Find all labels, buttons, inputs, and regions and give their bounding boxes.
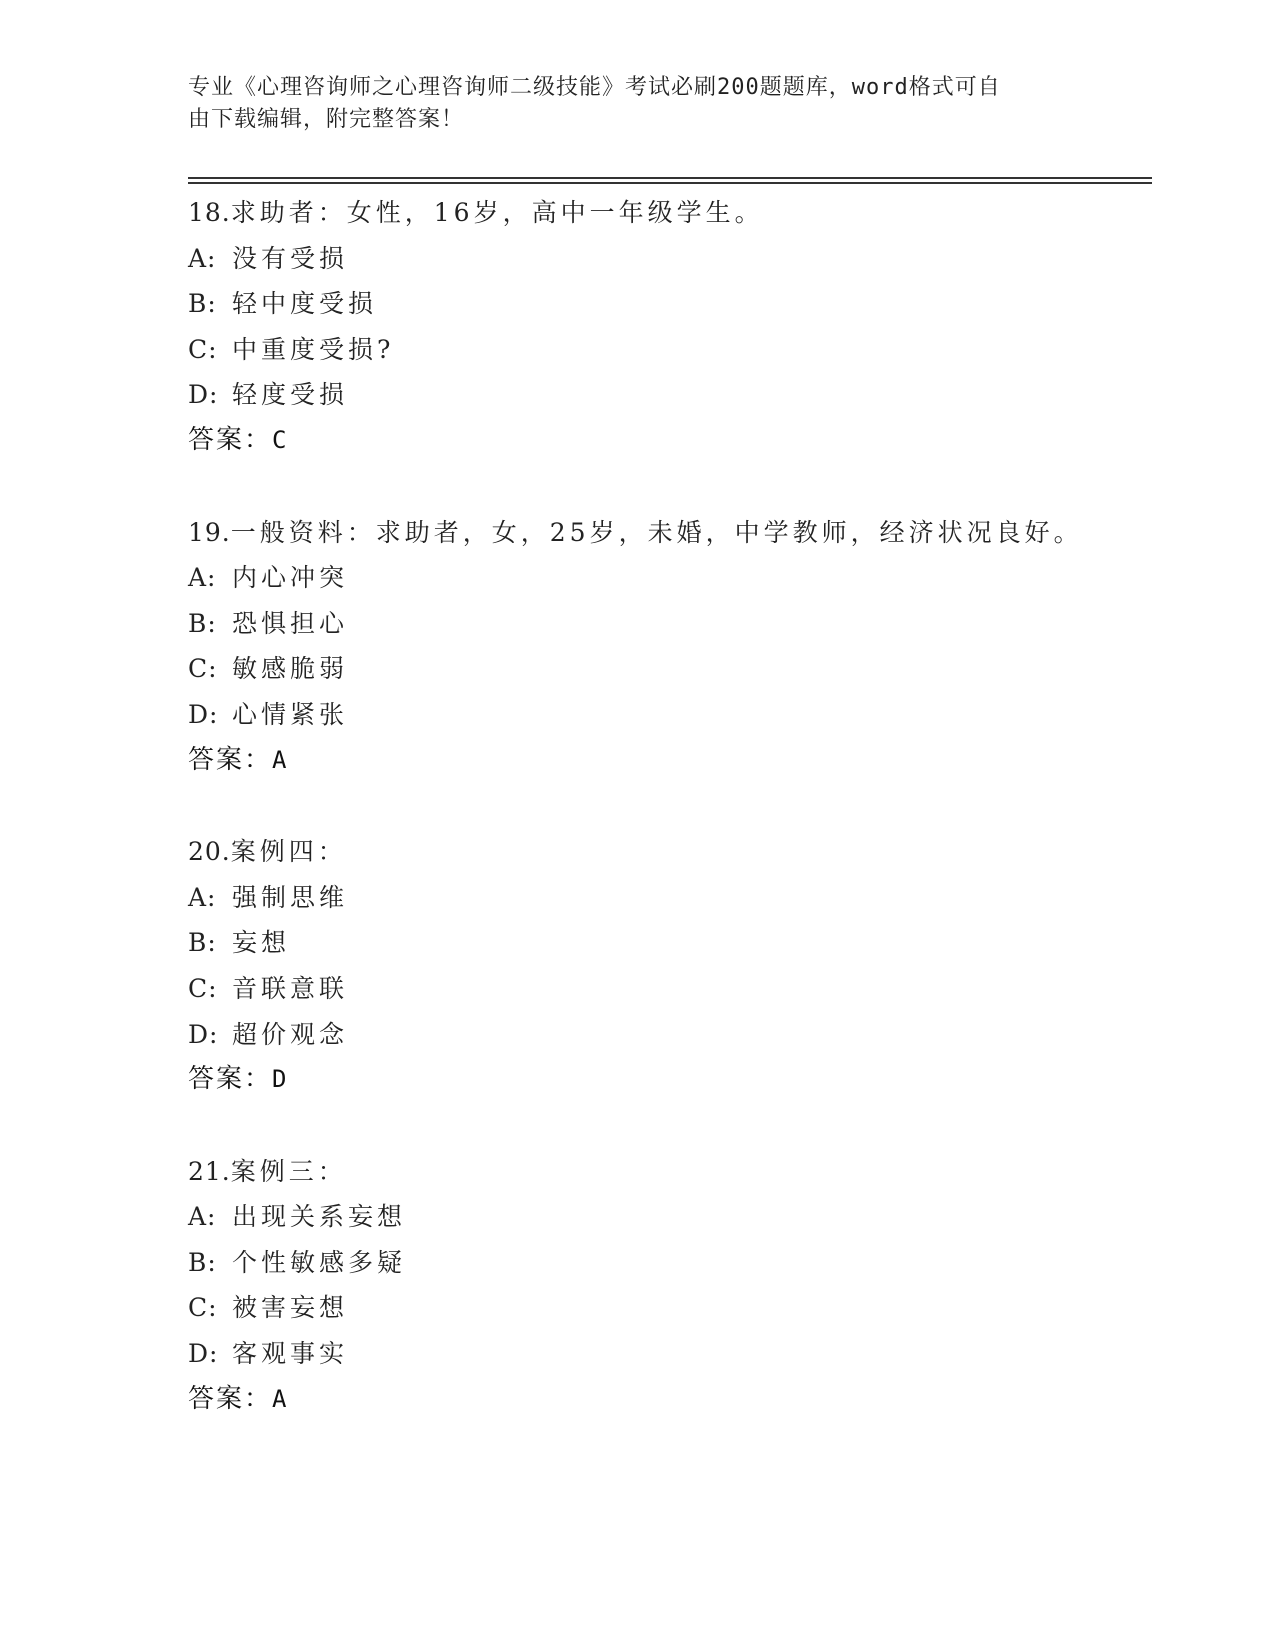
question-text: 一般资料：求助者，女，25岁，未婚，中学教师，经济状况良好。: [230, 517, 1083, 547]
answer-value: D: [272, 1065, 289, 1094]
question-number: 21.: [188, 1156, 231, 1186]
option-text: 被害妄想: [232, 1293, 349, 1323]
answer-label: 答案：: [188, 1064, 273, 1095]
option-letter: A:: [188, 1202, 217, 1232]
option-letter: C:: [188, 1293, 218, 1323]
header-line-2: 由下载编辑，附完整答案！: [188, 107, 465, 132]
option-text: 内心冲突: [232, 563, 349, 593]
document-header: [188, 72, 1088, 136]
option-a: [188, 555, 1152, 601]
answer-value: A: [272, 745, 289, 774]
option-letter: A:: [188, 882, 217, 912]
option-c: [188, 327, 1152, 373]
option-letter: D:: [188, 699, 219, 729]
option-letter: B:: [188, 928, 217, 958]
question-number: 18.: [188, 198, 231, 227]
answer-line: [188, 1377, 1152, 1423]
option-text: 敏感脆弱: [232, 654, 349, 684]
answer-value: A: [272, 1384, 289, 1413]
option-text: 中重度受损?: [232, 334, 395, 364]
header-divider-bottom: [188, 182, 1152, 184]
option-b: [188, 1240, 1152, 1286]
option-b: [188, 601, 1152, 647]
option-text: 音联意联: [232, 973, 349, 1003]
option-letter: A:: [188, 563, 217, 593]
option-d: [188, 372, 1152, 418]
option-text: 妄想: [232, 928, 291, 958]
option-letter: D:: [188, 380, 219, 410]
option-c: [188, 966, 1152, 1012]
option-letter: A:: [188, 243, 217, 273]
question-19: [188, 510, 1152, 784]
option-a: [188, 236, 1152, 282]
question-20: [188, 829, 1152, 1103]
option-d: [188, 1331, 1152, 1377]
question-18: [188, 190, 1152, 464]
option-letter: B:: [188, 1247, 217, 1277]
question-list: [188, 190, 1152, 1468]
option-d: [188, 692, 1152, 738]
option-text: 轻中度受损: [232, 289, 378, 319]
option-text: 心情紧张: [232, 699, 349, 729]
question-text: 案例四：: [230, 837, 347, 867]
option-c: [188, 646, 1152, 692]
option-b: [188, 281, 1152, 327]
option-text: 出现关系妄想: [232, 1202, 407, 1232]
answer-label: 答案：: [188, 1383, 273, 1414]
option-letter: C:: [188, 334, 218, 364]
option-text: 强制思维: [232, 882, 349, 912]
option-c: [188, 1285, 1152, 1331]
answer-line: [188, 418, 1152, 464]
question-text: 案例三：: [230, 1156, 347, 1186]
option-text: 没有受损: [232, 243, 349, 273]
option-d: [188, 1012, 1152, 1058]
option-a: [188, 1194, 1152, 1240]
option-text: 个性敏感多疑: [232, 1247, 407, 1277]
question-stem: [188, 1149, 1152, 1195]
option-letter: B:: [188, 608, 217, 638]
answer-value: C: [272, 425, 289, 454]
answer-label: 答案：: [188, 744, 273, 775]
option-text: 恐惧担心: [232, 608, 349, 638]
option-a: [188, 875, 1152, 921]
question-stem: [188, 829, 1152, 875]
option-letter: D:: [188, 1339, 219, 1369]
answer-label: 答案：: [188, 424, 273, 455]
option-letter: B:: [188, 289, 217, 319]
option-text: 客观事实: [232, 1339, 349, 1369]
option-text: 轻度受损: [232, 380, 349, 410]
answer-line: [188, 1057, 1152, 1103]
question-stem: [188, 510, 1152, 556]
header-line-1: 专业《心理咨询师之心理咨询师二级技能》考试必刷200题题库，word格式可自: [188, 75, 1001, 100]
option-letter: C:: [188, 654, 218, 684]
question-stem: [188, 190, 1152, 236]
option-letter: C:: [188, 973, 218, 1003]
question-number: 20.: [188, 837, 231, 867]
option-b: [188, 920, 1152, 966]
header-divider-top: [188, 177, 1152, 179]
option-letter: D:: [188, 1019, 219, 1049]
answer-line: [188, 738, 1152, 784]
question-number: 19.: [188, 517, 231, 547]
question-text: 求助者：女性，16岁，高中一年级学生。: [230, 198, 764, 227]
option-text: 超价观念: [232, 1019, 349, 1049]
question-21: [188, 1149, 1152, 1423]
